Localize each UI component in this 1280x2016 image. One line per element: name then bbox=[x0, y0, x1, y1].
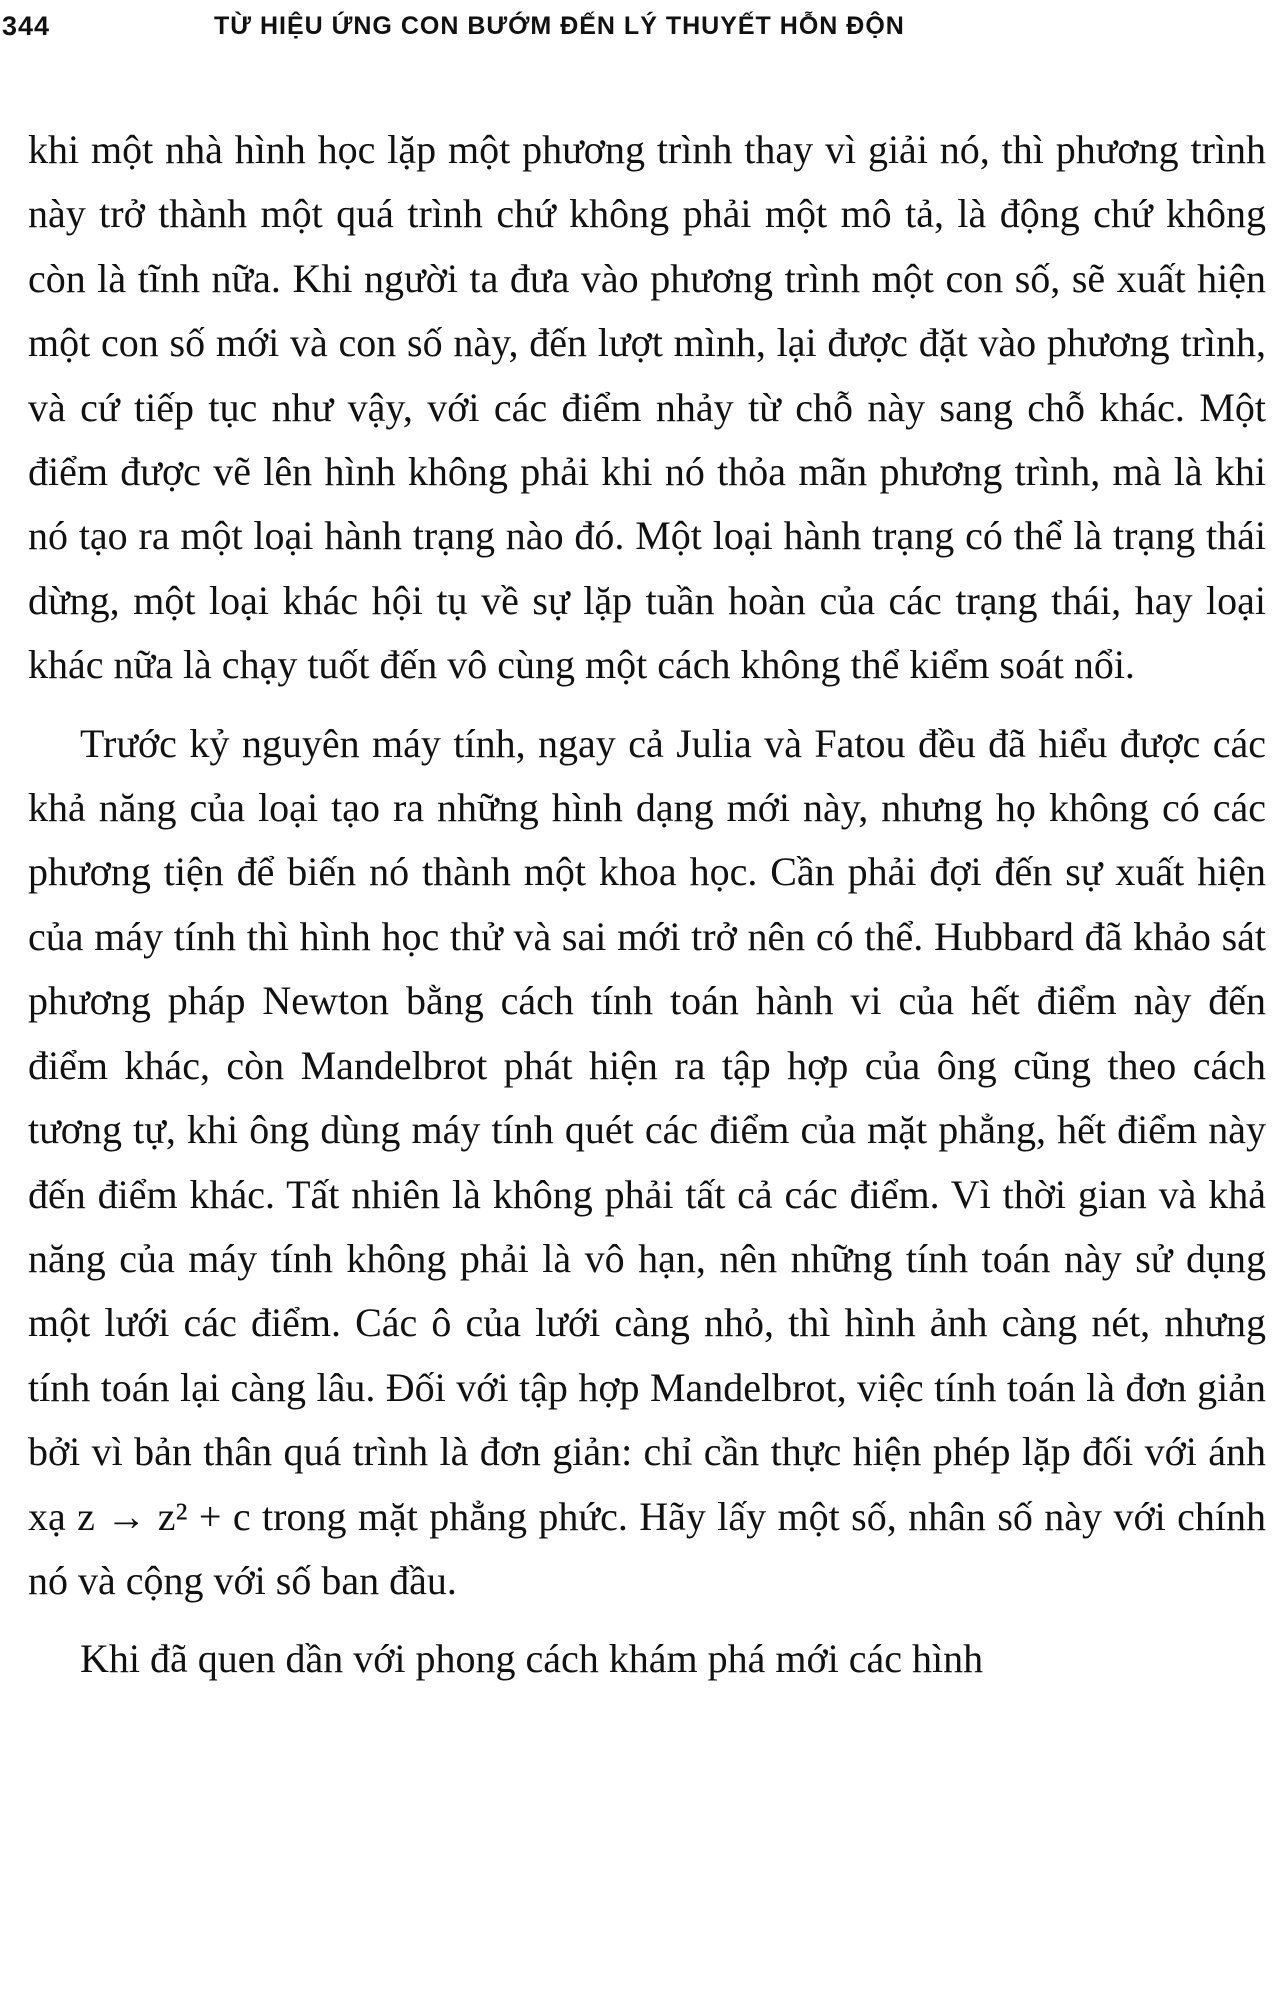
page-number: 344 bbox=[2, 11, 51, 41]
paragraph-1: khi một nhà hình học lặp một phương trình thay vì giải nó, thì phương trình này trở thành một quá trình chứ không phải một mô tả, là động chứ không còn là tĩnh nữa. Khi người ta đưa vào phương trình một con số, sẽ xuất hiện một con số mới và con số này, đến lượt mình, lại được đặt vào phương trình, và cứ tiếp tục như vậy, với các điểm nhảy từ chỗ này sang chỗ khác. Một điểm được vẽ lên hình không phải khi nó thỏa mãn phương trình, mà là khi nó tạo ra một loại hành trạng nào đó. Một loại hành trạng có thể là trạng thái dừng, một loại khác hội tụ về sự lặp tuần hoàn của các trạng thái, hay loại khác nữa là chạy tuốt đến vô cùng một cách không thể kiểm soát nổi. bbox=[28, 127, 1266, 688]
paragraph-3: Khi đã quen dần với phong cách khám phá mới các hình bbox=[80, 1636, 984, 1682]
running-title: TỪ HIỆU ỨNG CON BƯỚM ĐẾN LÝ THUYẾT HỖN ĐỘN bbox=[214, 12, 905, 40]
body-text bbox=[28, 118, 1266, 1692]
paragraph-2: Trước kỷ nguyên máy tính, ngay cả Julia và Fatou đều đã hiểu được các khả năng của loại tạo ra những hình dạng mới này, nhưng họ không có các phương tiện để biến nó thành một khoa học. Cần phải đợi đến sự xuất hiện của máy tính thì hình học thử và sai mới trở nên có thể. Hubbard đã khảo sát phương pháp Newton bằng cách tính toán hành vi của hết điểm này đến điểm khác, còn Mandelbrot phát hiện ra tập hợp của ông cũng theo cách tương tự, khi ông dùng máy tính quét các điểm của mặt phẳng, hết điểm này đến điểm khác. Tất nhiên là không phải tất cả các điểm. Vì thời gian và khả năng của máy tính không phải là vô hạn, nên những tính toán này sử dụng một lưới các điểm. Các ô của lưới càng nhỏ, thì hình ảnh càng nét, nhưng tính toán lại càng lâu. Đối với tập hợp Mandelbrot, việc tính toán là đơn giản bởi vì bản thân quá trình là đơn giản: chỉ cần thực hiện phép lặp đối với ánh xạ z → z² + c trong mặt phẳng phức. Hãy lấy một số, nhân số này với chính nó và cộng với số ban đầu. bbox=[28, 720, 1266, 1603]
running-header bbox=[0, 6, 1280, 46]
